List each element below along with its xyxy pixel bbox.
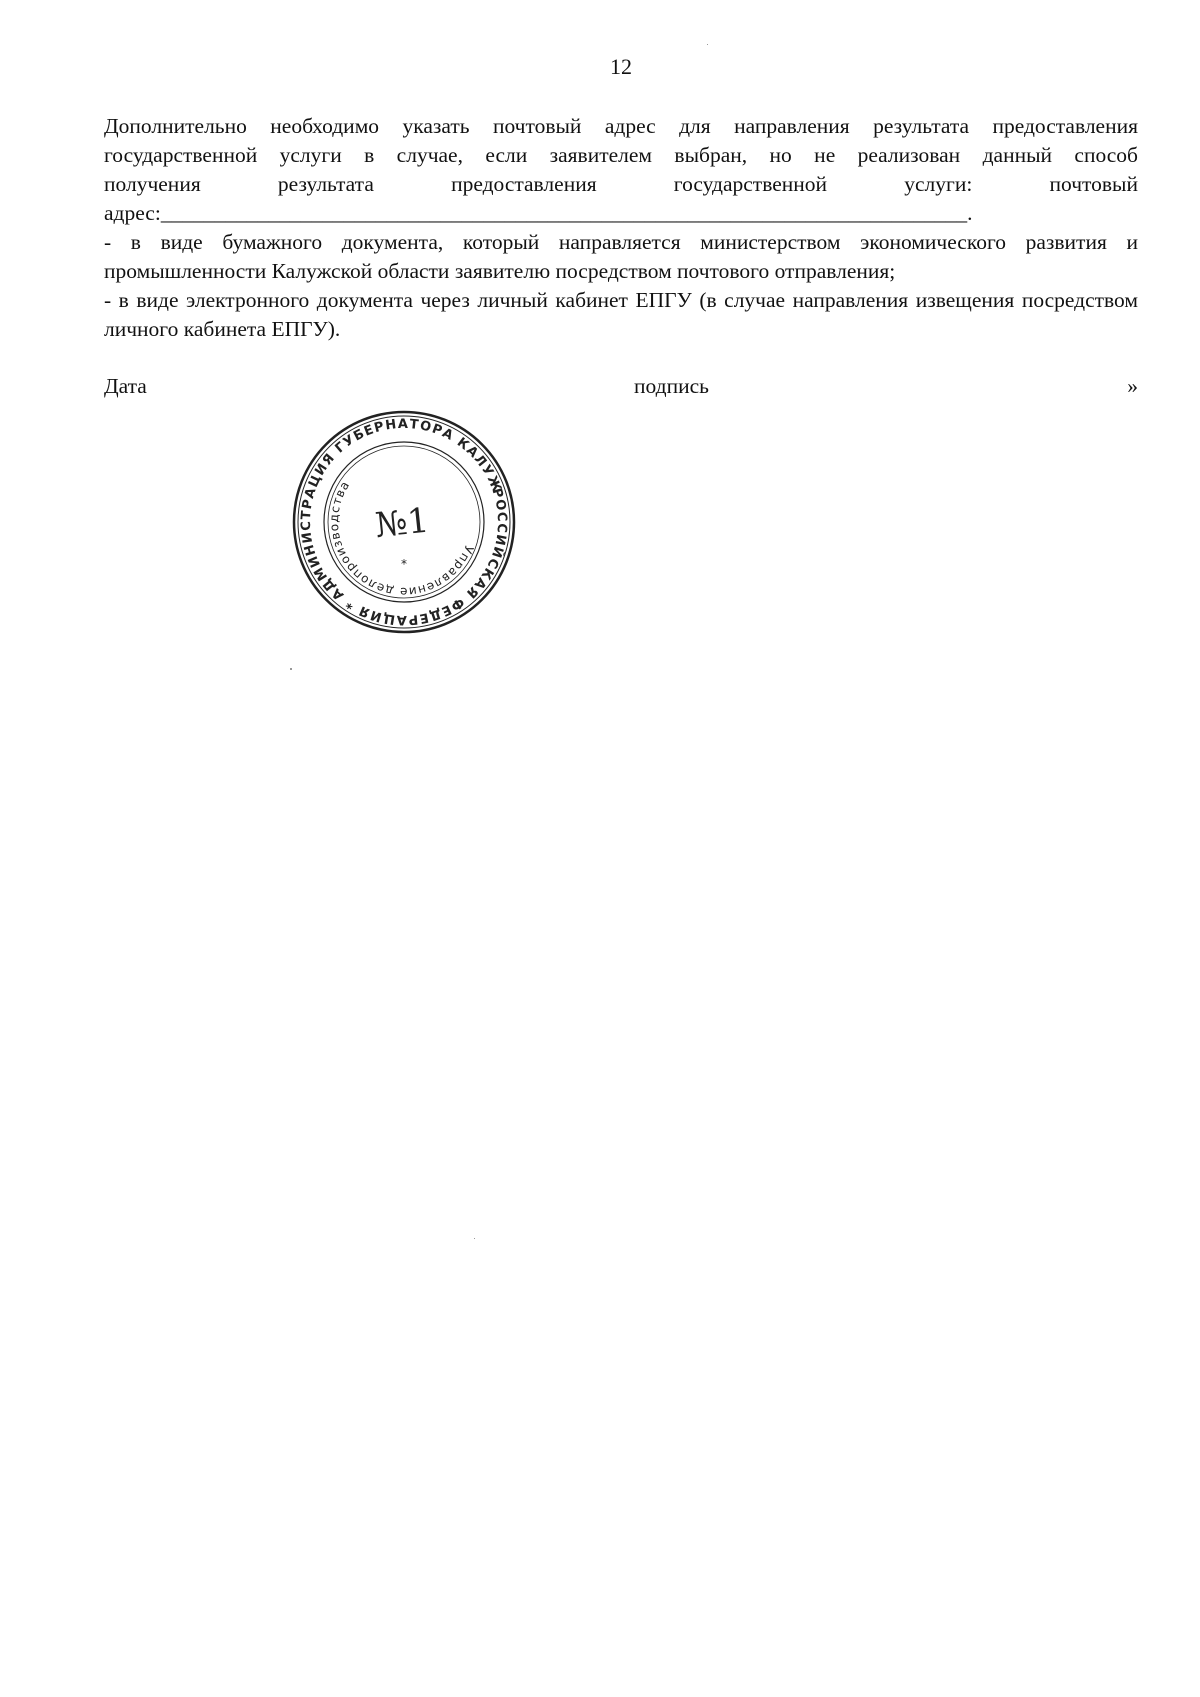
date-label: Дата [104,374,147,398]
bullet-electronic-document: - в виде электронного документа через личный кабинет ЕПГУ (в случае направления извещения посредством личного кабинета ЕПГУ). [104,288,1138,341]
closing-quote: » [1127,374,1138,398]
stamp-center-text: №1 [373,500,431,546]
address-end: . [967,201,973,225]
stamp-outer-text: РОССИЙСКАЯ ФЕДЕРАЦИЯ * АДМИНИСТРАЦИЯ ГУБЕРНАТОРА КАЛУЖСКОЙ [298,416,510,628]
paragraph-line-3: получения результата предоставления государственной услуги: почтовый [104,172,1138,196]
scan-speck [474,1238,475,1239]
body-text [104,112,1138,344]
official-stamp [290,408,518,636]
paragraph-line-1: Дополнительно необходимо указать почтовый адрес для направления результата предоставления [104,114,1138,138]
scan-speck [707,44,708,45]
scan-speck [290,668,292,670]
stamp-inner-text: Управление делопроизводства [326,477,477,600]
signature-row [104,374,1138,404]
signature-label: подпись [634,374,709,398]
paragraph-line-2: государственной услуги в случае, если заявителем выбран, но не реализован данный способ [104,143,1138,167]
address-label: адрес: [104,201,161,225]
page-number: 12 [610,54,632,79]
stamp-star-icon: * [401,557,407,571]
address-line [104,199,1138,228]
bullet-paper-document: - в виде бумажного документа, который направляется министерством экономического развития и промышленности Калужской области заявителю посредством почтового отправления; [104,230,1138,283]
address-blank: ___________________________________________________________________________ [160,201,968,225]
